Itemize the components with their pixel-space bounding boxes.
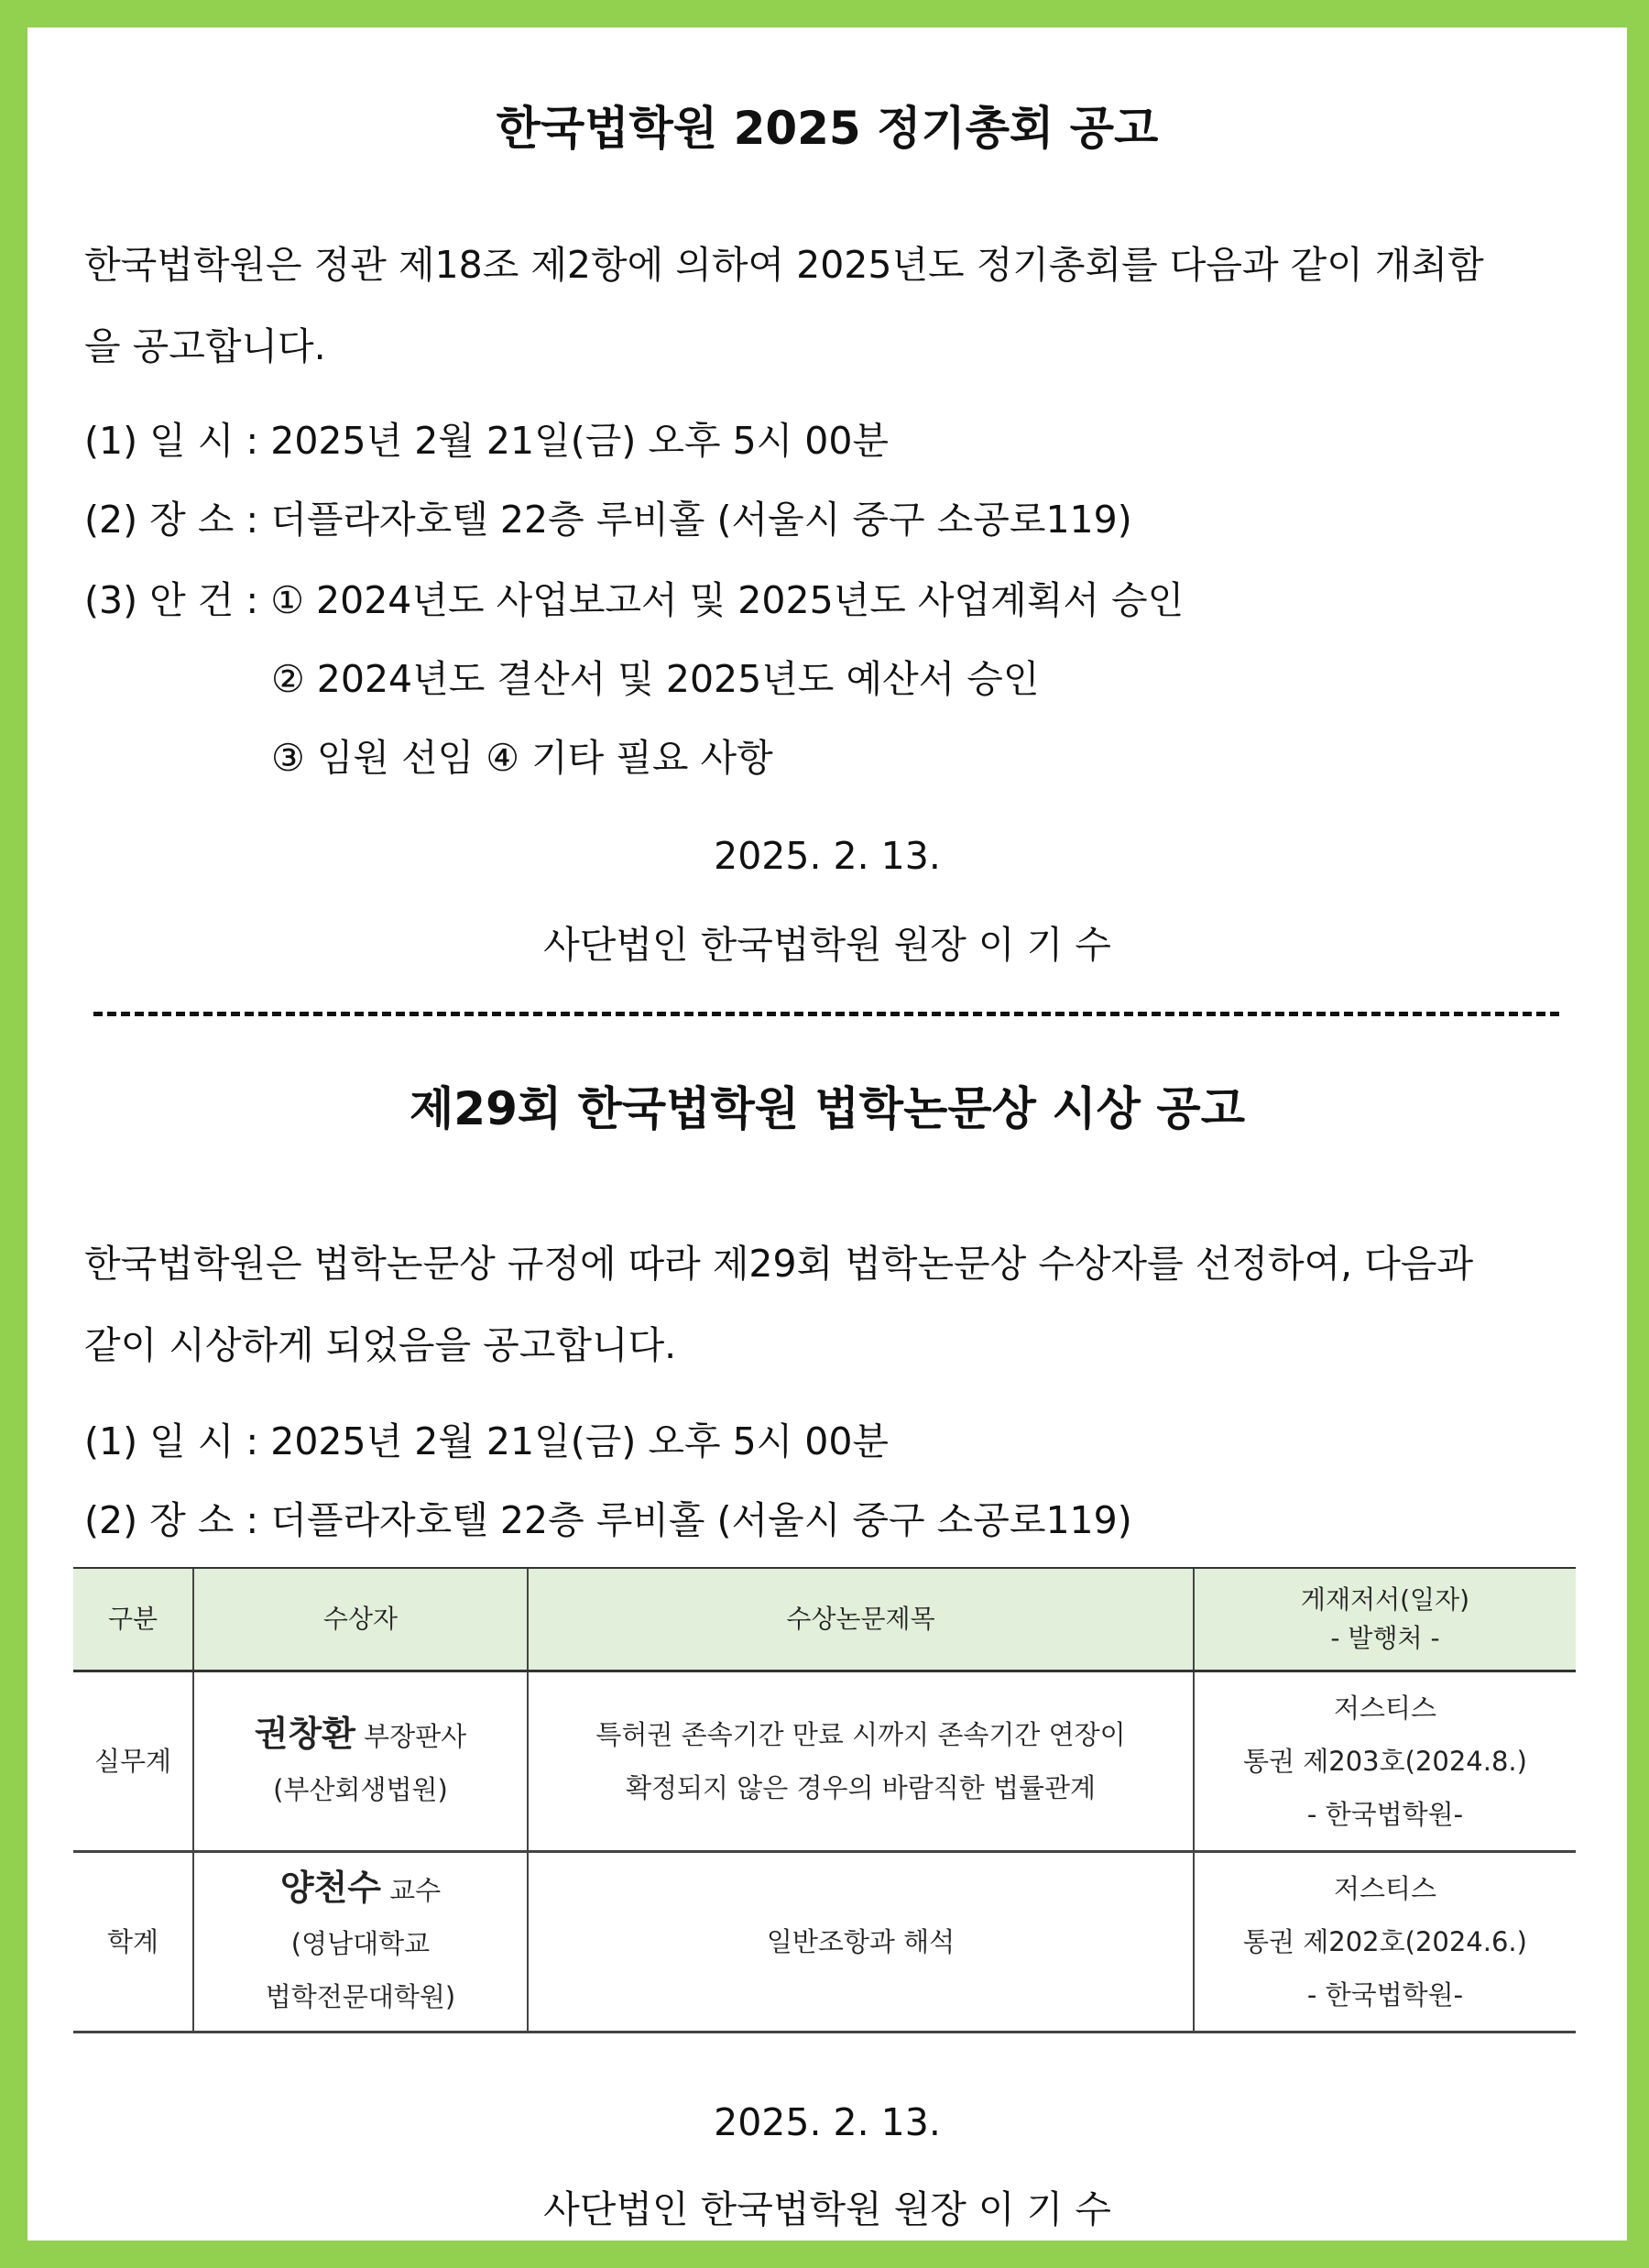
awardee-cell xyxy=(193,1852,528,2032)
award-place: (2) 장 소 : 더플라자호텔 22층 루비홀 (서울시 중구 소공로119) xyxy=(84,1498,1132,1542)
award-datetime: (1) 일 시 : 2025년 2월 21일(금) 오후 5시 00분 xyxy=(84,1419,890,1463)
meeting-place: (2) 장 소 : 더플라자호텔 22층 루비홀 (서울시 중구 소공로119) xyxy=(84,498,1132,542)
awardee-name: 양천수 xyxy=(279,1867,381,1908)
notice-signature: 사단법인 한국법학원 원장 이 기 수 xyxy=(543,2187,1111,2231)
award-intro xyxy=(84,1224,1596,1387)
awardee-cell xyxy=(193,1671,528,1852)
notice-date: 2025. 2. 13. xyxy=(714,834,941,878)
column-header: 구분 xyxy=(73,1568,193,1671)
meeting-agenda-item: ③ 임원 선임 ④ 기타 필요 사항 xyxy=(271,736,773,780)
table-row xyxy=(73,1671,1576,1852)
general-meeting-intro xyxy=(84,225,1596,389)
awardee-affiliation: (부산회생법원) xyxy=(273,1773,448,1805)
general-meeting-title: 한국법학원 2025 정기총회 공고 xyxy=(496,102,1159,155)
section-divider xyxy=(93,1012,1559,1016)
awardee-name: 권창환 xyxy=(254,1713,355,1754)
notice-signature: 사단법인 한국법학원 원장 이 기 수 xyxy=(543,923,1111,967)
notice-page xyxy=(27,27,1627,2241)
awardee-affiliation: 법학전문대학원) xyxy=(265,1980,456,2012)
paper-title-cell: 일반조항과 해석 xyxy=(528,1852,1194,2032)
awardee-role: 교수 xyxy=(389,1874,442,1906)
column-header: 게재저서(일자) - 발행처 - xyxy=(1194,1568,1576,1671)
publication-cell: 저스티스 통권 제203호(2024.8.) - 한국법학원- xyxy=(1194,1671,1576,1852)
notice-date: 2025. 2. 13. xyxy=(714,2100,941,2144)
column-header: 수상자 xyxy=(193,1568,528,1671)
table-header-row xyxy=(73,1568,1576,1671)
intro-line: 같이 시상하게 되었음을 공고합니다. xyxy=(84,1323,677,1367)
category-cell: 실무계 xyxy=(73,1671,193,1852)
category-cell: 학계 xyxy=(73,1852,193,2032)
award-table xyxy=(73,1567,1576,2033)
paper-title-cell: 특허권 존속기간 만료 시까지 존속기간 연장이 확정되지 않은 경우의 바람직한 법률관계 xyxy=(528,1671,1194,1852)
intro-line: 한국법학원은 법학논문상 규정에 따라 제29회 법학논문상 수상자를 선정하여, 다음과 xyxy=(84,1242,1474,1286)
intro-line: 을 공고합니다. xyxy=(84,324,326,368)
award-title: 제29회 한국법학원 법학논문상 시상 공고 xyxy=(409,1082,1245,1135)
meeting-datetime: (1) 일 시 : 2025년 2월 21일(금) 오후 5시 00분 xyxy=(84,419,890,463)
awardee-affiliation: (영남대학교 xyxy=(290,1927,431,1959)
publication-cell: 저스티스 통권 제202호(2024.6.) - 한국법학원- xyxy=(1194,1852,1576,2032)
intro-line: 한국법학원은 정관 제18조 제2항에 의하여 2025년도 정기총회를 다음과 같이 개최함 xyxy=(84,243,1484,287)
column-header: 수상논문제목 xyxy=(528,1568,1194,1671)
meeting-agenda: (3) 안 건 : ① 2024년도 사업보고서 및 2025년도 사업계획서 승인 xyxy=(84,578,1185,622)
awardee-role: 부장판사 xyxy=(364,1720,467,1752)
table-row xyxy=(73,1852,1576,2032)
meeting-agenda-item: ② 2024년도 결산서 및 2025년도 예산서 승인 xyxy=(271,657,1040,701)
